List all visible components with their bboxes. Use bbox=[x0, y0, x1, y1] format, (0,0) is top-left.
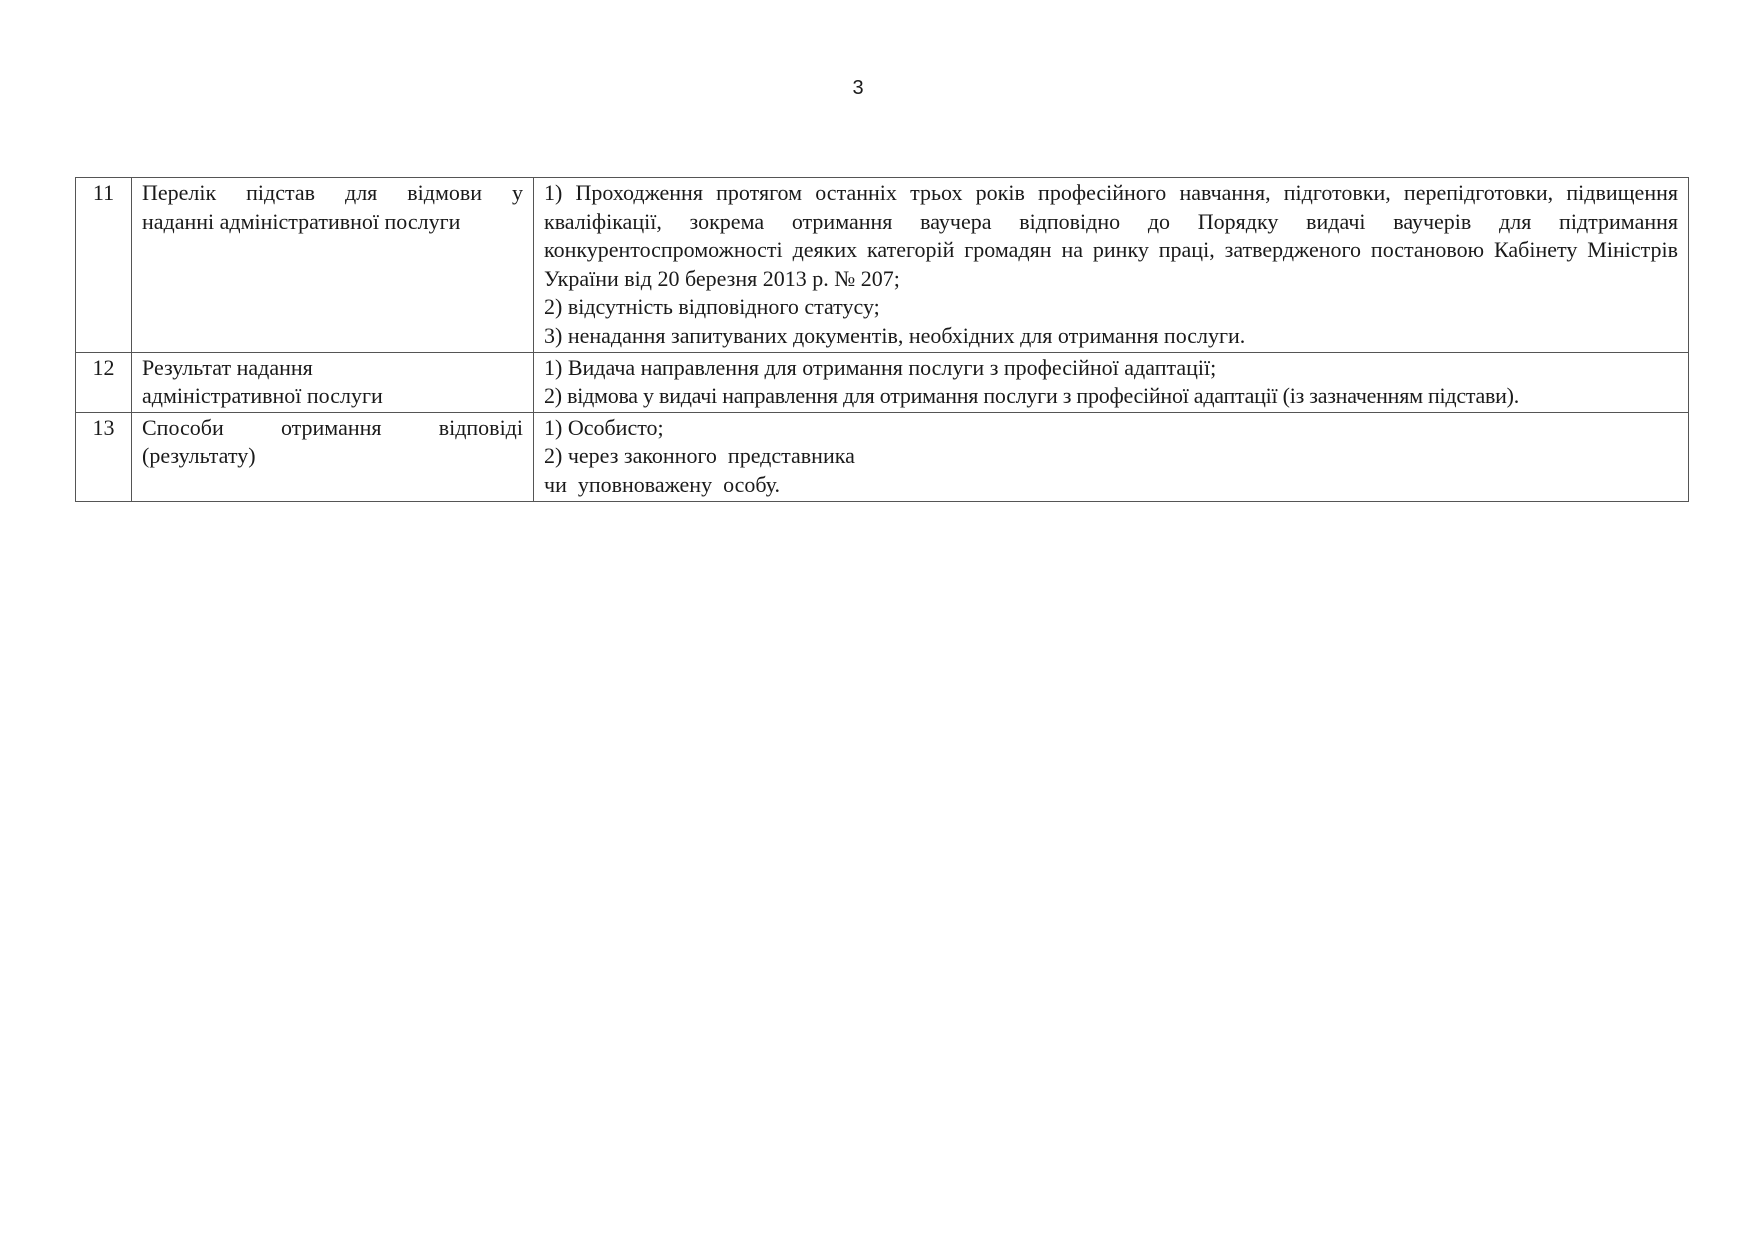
row-label-line: адміністративної послуги bbox=[142, 383, 383, 409]
content-line: 1) Проходження протягом останніх трьох років професійного навчання, підготовки, перепідготовки, підвищення кваліфікації, зокрема отримання ваучера відповідно до Порядку видачі ваучерів для підтримання конкурентоспроможності деяких категорій громадян на ринку праці, затвердженого постановою Кабінету Міністрів України від 20 березня 2013 р. № 207; bbox=[544, 180, 1678, 291]
row-label bbox=[132, 178, 534, 353]
content-line: чи уповноважену особу. bbox=[544, 471, 781, 497]
row-number: 13 bbox=[76, 412, 132, 501]
content-line: 1) Особисто; bbox=[544, 414, 664, 440]
row-label-line: (результату) bbox=[142, 443, 256, 469]
row-content bbox=[534, 412, 1689, 501]
table-row bbox=[76, 412, 1689, 501]
content-line: 2) відсутність відповідного статусу; bbox=[544, 294, 880, 320]
services-table bbox=[75, 177, 1689, 502]
row-content bbox=[534, 178, 1689, 353]
row-content bbox=[534, 352, 1689, 412]
page-number: 3 bbox=[852, 77, 864, 99]
row-label bbox=[132, 352, 534, 412]
row-number: 12 bbox=[76, 352, 132, 412]
content-line: 1) Видача направлення для отримання послуги з професійної адаптації; bbox=[544, 354, 1217, 380]
content-line: 2) через законного представника bbox=[544, 443, 855, 469]
table-row bbox=[76, 178, 1689, 353]
row-label-line: Перелік підстав для відмови у bbox=[142, 180, 523, 205]
row-number: 11 bbox=[76, 178, 132, 353]
table-row bbox=[76, 352, 1689, 412]
content-line: 2) відмова у видачі направлення для отримання послуги з професійної адаптації (із зазначенням підстави). bbox=[544, 383, 1519, 409]
content-line: 3) ненадання запитуваних документів, необхідних для отримання послуги. bbox=[544, 322, 1246, 348]
row-label-line: Результат надання bbox=[142, 354, 313, 380]
row-label-line: наданні адміністративної послуги bbox=[142, 208, 461, 234]
row-label bbox=[132, 412, 534, 501]
row-label-line: Способи отримання відповіді bbox=[142, 414, 523, 440]
